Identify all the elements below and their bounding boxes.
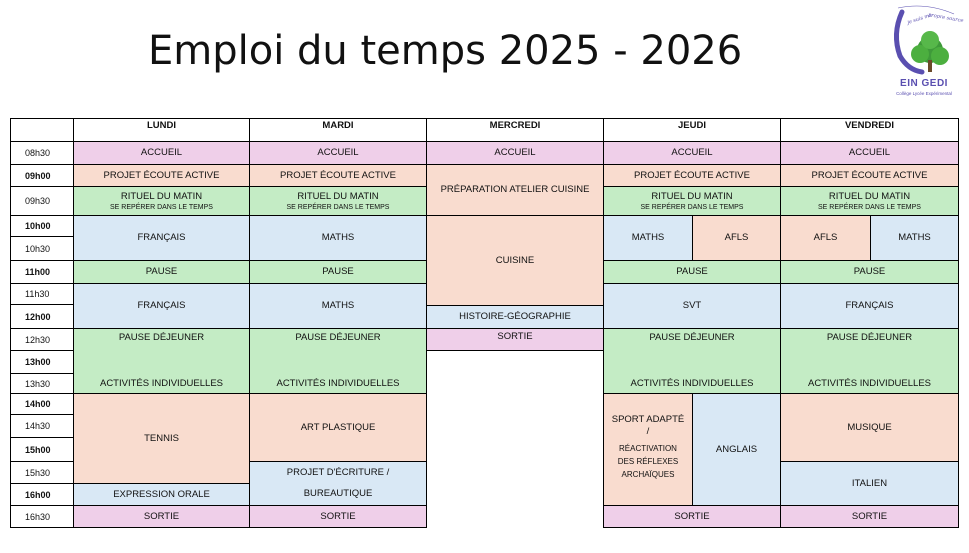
mardi-bureautique-label: BUREAUTIQUE (303, 488, 373, 500)
vendredi-rituel (780, 186, 959, 216)
jeudi-sport-sub-3: ARCHAÏQUES (621, 470, 675, 479)
lundi-tennis: TENNIS (73, 393, 250, 484)
mardi-rituel-sub: SE REPÉRER DANS LE TEMPS (286, 203, 390, 211)
vendredi-francais: FRANÇAIS (780, 283, 959, 329)
lundi-francais-2: FRANÇAIS (73, 283, 250, 329)
jeudi-sport-label: SPORT ADAPTÉ (611, 414, 685, 425)
lundi-expression-orale: EXPRESSION ORALE (73, 483, 250, 506)
time-slot: 12h30 (10, 328, 74, 351)
time-slot: 16h00 (10, 483, 74, 506)
jeudi-sport-adapte (603, 393, 693, 506)
page-title: Emploi du temps 2025 - 2026 (148, 28, 743, 74)
mardi-projet-ecriture (249, 461, 427, 506)
mardi-maths-2: MATHS (249, 283, 427, 329)
svg-text:je suis ma: je suis ma (906, 12, 933, 26)
jeudi-sortie: SORTIE (603, 505, 781, 528)
mardi-accueil: ACCUEIL (249, 141, 427, 165)
vendredi-italien: ITALIEN (780, 461, 959, 506)
mardi-rituel-label: RITUEL DU MATIN (297, 190, 379, 202)
jeudi-rituel (603, 186, 781, 216)
day-header-lundi: LUNDI (73, 118, 250, 142)
corner-cell (10, 118, 74, 142)
jeudi-rituel-sub: SE REPÉRER DANS LE TEMPS (640, 203, 744, 211)
lundi-sortie: SORTIE (73, 505, 250, 528)
mardi-dejeuner-label: PAUSE DÉJEUNER (295, 332, 381, 343)
jeudi-afls: AFLS (692, 215, 781, 261)
jeudi-dejeuner (603, 328, 781, 394)
mardi-art-plastique: ART PLASTIQUE (249, 393, 427, 462)
jeudi-projet-ecoute: PROJET ÉCOUTE ACTIVE (603, 164, 781, 187)
time-slot: 10h00 (10, 215, 74, 237)
mardi-dejeuner (249, 328, 427, 394)
mardi-maths-1: MATHS (249, 215, 427, 261)
vendredi-dejeuner (780, 328, 959, 394)
lundi-dejeuner (73, 328, 250, 394)
time-slot: 10h30 (10, 236, 74, 261)
mercredi-accueil: ACCUEIL (426, 141, 604, 165)
time-slot: 14h00 (10, 393, 74, 415)
jeudi-sport-slash: / (646, 426, 650, 437)
day-header-jeudi: JEUDI (603, 118, 781, 142)
mercredi-cuisine: CUISINE (426, 215, 604, 306)
vendredi-musique: MUSIQUE (780, 393, 959, 462)
mercredi-sortie: SORTIE (426, 328, 604, 351)
lundi-rituel-sub: SE REPÉRER DANS LE TEMPS (110, 203, 213, 211)
logo-name: EIN GEDI (900, 78, 948, 89)
time-slot: 13h30 (10, 373, 74, 394)
jeudi-dejeuner-label: PAUSE DÉJEUNER (649, 332, 735, 343)
jeudi-anglais: ANGLAIS (692, 393, 781, 506)
mardi-pause: PAUSE (249, 260, 427, 284)
time-slot: 15h00 (10, 437, 74, 462)
lundi-francais-1: FRANÇAIS (73, 215, 250, 261)
vendredi-maths: MATHS (870, 215, 959, 261)
mercredi-histoire-geo: HISTOIRE-GÉOGRAPHIE (426, 305, 604, 329)
vendredi-pause: PAUSE (780, 260, 959, 284)
jeudi-pause: PAUSE (603, 260, 781, 284)
vendredi-projet-ecoute: PROJET ÉCOUTE ACTIVE (780, 164, 959, 187)
time-slot: 14h30 (10, 414, 74, 438)
mardi-activites-label: ACTIVITÉS INDIVIDUELLES (276, 378, 400, 389)
vendredi-dejeuner-label: PAUSE DÉJEUNER (826, 332, 913, 343)
lundi-accueil: ACCUEIL (73, 141, 250, 165)
lundi-rituel-label: RITUEL DU MATIN (120, 190, 203, 202)
jeudi-activites-label: ACTIVITÉS INDIVIDUELLES (630, 378, 754, 389)
time-slot: 11h30 (10, 283, 74, 305)
lundi-dejeuner-label: PAUSE DÉJEUNER (118, 332, 205, 343)
vendredi-rituel-label: RITUEL DU MATIN (828, 190, 911, 202)
time-slot: 15h30 (10, 461, 74, 484)
day-header-vendredi: VENDREDI (780, 118, 959, 142)
time-slot: 09h00 (10, 164, 74, 187)
logo-subtitle: Collège Lycée Expérimental (896, 91, 952, 96)
time-slot: 11h00 (10, 260, 74, 284)
lundi-pause: PAUSE (73, 260, 250, 284)
vendredi-accueil: ACCUEIL (780, 141, 959, 165)
time-slot: 16h30 (10, 505, 74, 528)
time-slot: 09h30 (10, 186, 74, 216)
time-slot: 12h00 (10, 304, 74, 329)
day-header-mercredi: MERCREDI (426, 118, 604, 142)
vendredi-afls: AFLS (780, 215, 871, 261)
jeudi-sport-sub-1: RÉACTIVATION (619, 444, 677, 453)
vendredi-rituel-sub: SE REPÉRER DANS LE TEMPS (818, 203, 921, 211)
mardi-ecriture-label: PROJET D'ÉCRITURE / (286, 466, 390, 478)
lundi-projet-ecoute: PROJET ÉCOUTE ACTIVE (73, 164, 250, 187)
time-slot: 08h30 (10, 141, 74, 165)
jeudi-svt: SVT (603, 283, 781, 329)
mardi-projet-ecoute: PROJET ÉCOUTE ACTIVE (249, 164, 427, 187)
jeudi-accueil: ACCUEIL (603, 141, 781, 165)
mardi-rituel (249, 186, 427, 216)
vendredi-sortie: SORTIE (780, 505, 959, 528)
vendredi-activites-label: ACTIVITÉS INDIVIDUELLES (807, 378, 931, 389)
svg-text:propre source: propre source (927, 12, 964, 25)
lundi-rituel (73, 186, 250, 216)
lundi-activites-label: ACTIVITÉS INDIVIDUELLES (99, 378, 223, 389)
mardi-sortie: SORTIE (249, 505, 427, 528)
jeudi-maths: MATHS (603, 215, 693, 261)
jeudi-sport-sub-2: DES RÉFLEXES (617, 457, 679, 466)
day-header-mardi: MARDI (249, 118, 427, 142)
jeudi-rituel-label: RITUEL DU MATIN (651, 190, 733, 202)
mercredi-preparation: PRÉPARATION ATELIER CUISINE (426, 164, 604, 216)
time-slot: 13h00 (10, 350, 74, 374)
